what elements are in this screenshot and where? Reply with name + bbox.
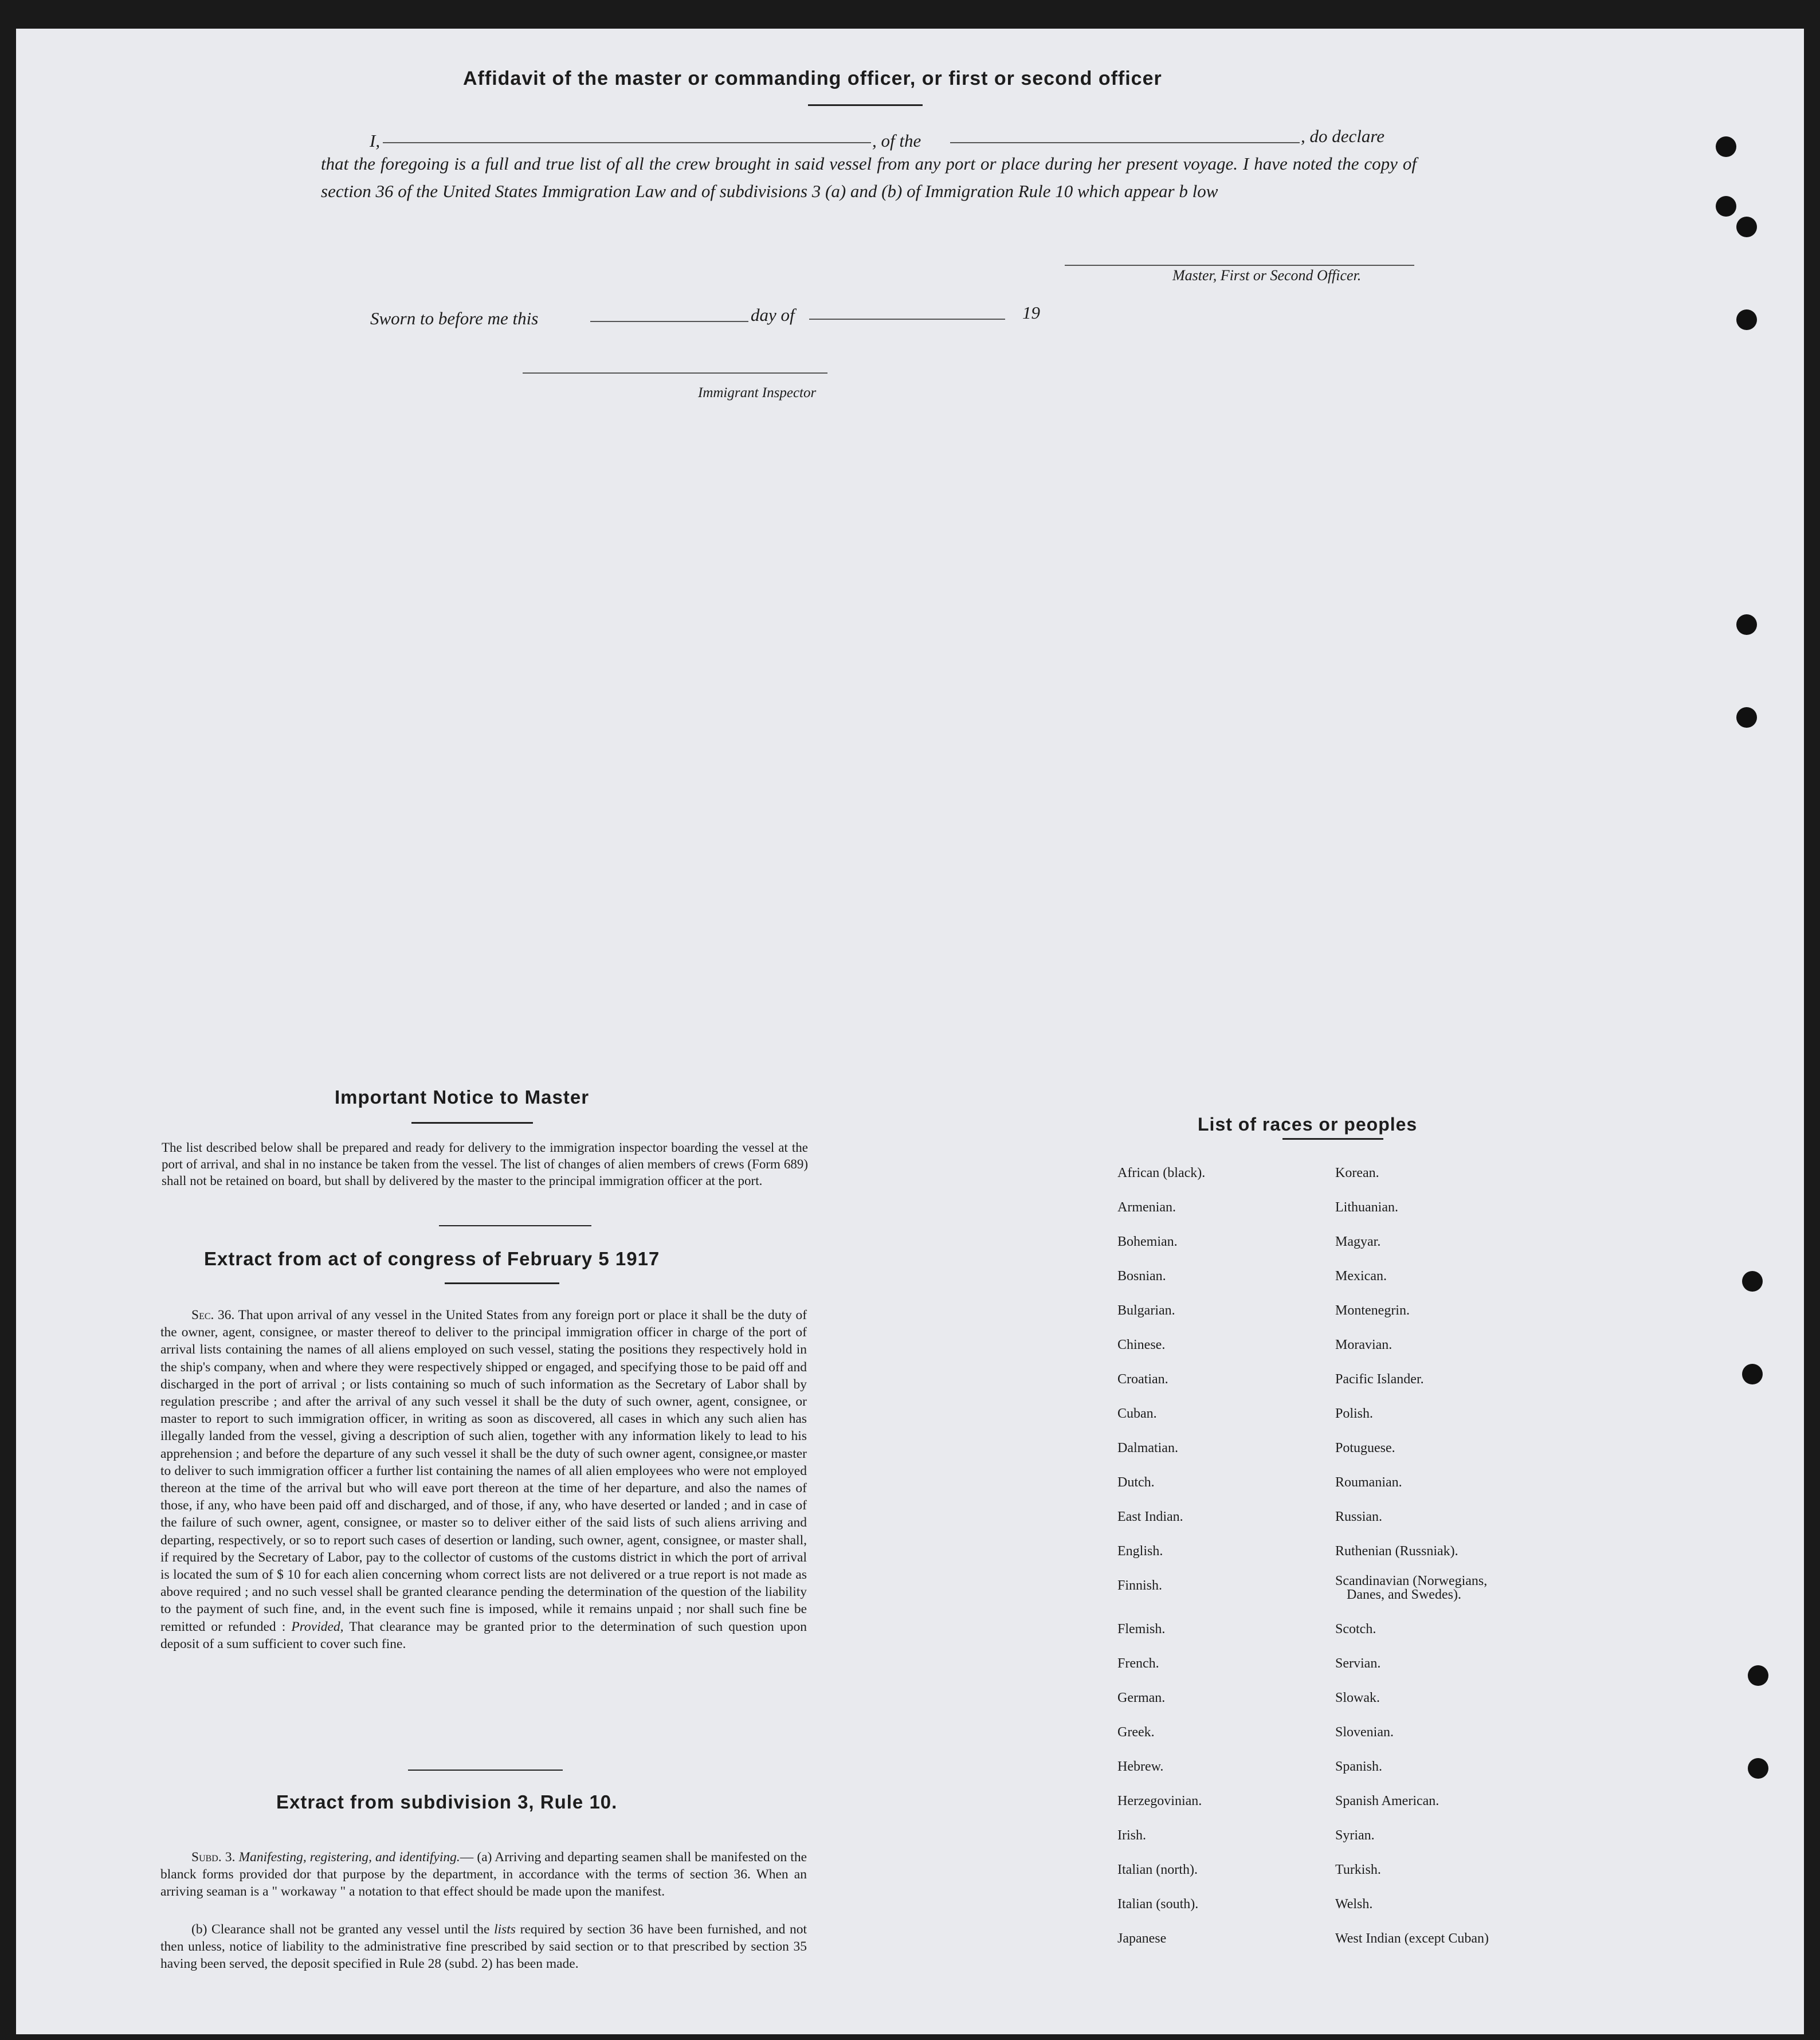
race-right-item: Moravian. <box>1335 1337 1393 1352</box>
race-right-item: Potuguese. <box>1335 1441 1395 1456</box>
race-left-item: Bosnian. <box>1117 1269 1166 1284</box>
race-right-item: Slovenian. <box>1335 1725 1394 1740</box>
race-left-item: Bohemian. <box>1117 1234 1178 1249</box>
act-section-text <box>160 1307 807 1653</box>
affidavit-declare-label: , do declare <box>1301 126 1385 146</box>
race-left-item: East Indian. <box>1117 1509 1183 1524</box>
notice-text: The list described below shall be prepared and ready for delivery to the immigration inspector boarding the vessel at the port of arrival, and shal in no instance be taken from the vessel. The list of changes of alien members of crews (Form 689) shall not be retained on board, but shall by delivered by the master to the principal immigration officer at the port. <box>162 1140 808 1188</box>
race-right-item: Roumanian. <box>1335 1475 1402 1490</box>
race-right-item: Polish. <box>1335 1406 1374 1421</box>
affidavit-text: that the foregoing is a full and true list of all the crew brought in said vessel from any port or place during her present voyage. I have noted the copy of section 36 of the United States Immigration Law and of subdivisions 3 (a) and (b) of Immigration Rule 10 which appear b low <box>321 154 1417 201</box>
race-left-item: Japanese <box>1117 1931 1167 1946</box>
race-right-item: Pacific Islander. <box>1335 1372 1424 1387</box>
race-right-item: Mexican. <box>1335 1269 1387 1284</box>
punch-hole <box>1748 1758 1768 1779</box>
rule-title: Extract from subdivision 3, Rule 10. <box>276 1791 618 1813</box>
master-signature-field[interactable] <box>1065 265 1414 266</box>
punch-hole <box>1736 707 1757 728</box>
race-right-item: Spanish American. <box>1335 1794 1439 1808</box>
race-right-item: Turkish. <box>1335 1862 1381 1877</box>
affidavit-i-label: I, <box>370 131 381 151</box>
year-label: 19 <box>1022 303 1040 323</box>
punch-hole <box>1748 1665 1768 1686</box>
rule-subd-label: Subd. 3. <box>191 1850 236 1865</box>
race-left-item: African (black). <box>1117 1166 1206 1180</box>
race-left-item: Greek. <box>1117 1725 1155 1740</box>
inspector-signature-field[interactable] <box>523 372 827 374</box>
race-right-item: Russian. <box>1335 1509 1383 1524</box>
races-title: List of races or peoples <box>1198 1114 1418 1135</box>
race-left-item: Irish. <box>1117 1828 1146 1843</box>
punch-hole <box>1736 217 1757 237</box>
act-title-rule <box>445 1282 559 1284</box>
races-title-rule <box>1282 1138 1383 1140</box>
race-left-item: Hebrew. <box>1117 1759 1164 1774</box>
race-left-item: Dutch. <box>1117 1475 1155 1490</box>
race-right-item: West Indian (except Cuban) <box>1335 1931 1489 1946</box>
punch-hole <box>1736 309 1757 330</box>
race-right-item: Scandinavian (Norwegians, <box>1335 1574 1488 1588</box>
act-title: Extract from act of congress of February 5 1917 <box>204 1248 660 1269</box>
punch-hole <box>1716 196 1736 217</box>
affidavit-of-the-label: , of the <box>872 131 921 151</box>
race-right-item: Lithuanian. <box>1335 1200 1398 1215</box>
race-left-item: Chinese. <box>1117 1337 1166 1352</box>
race-right-item: Servian. <box>1335 1656 1381 1671</box>
race-left-item: Cuban. <box>1117 1406 1157 1421</box>
sworn-label: Sworn to before me this <box>370 308 539 328</box>
notice-end-rule <box>439 1225 591 1226</box>
punch-hole <box>1736 614 1757 635</box>
inspector-label: Immigrant Inspector <box>698 385 817 401</box>
race-left-item: French. <box>1117 1656 1159 1671</box>
day-of-label: day of <box>751 305 795 325</box>
race-right-item: Korean. <box>1335 1166 1379 1180</box>
race-right-item: Welsh. <box>1335 1897 1373 1912</box>
race-right-item: Slowak. <box>1335 1690 1380 1705</box>
race-left-item: German. <box>1117 1690 1166 1705</box>
affidavit-title: Affidavit of the master or commanding officer, or first or second officer <box>463 68 1162 89</box>
punch-hole <box>1742 1271 1763 1292</box>
rule-para-b-start: (b) Clearance shall not be granted any vessel until the <box>191 1922 490 1937</box>
rule-subd-b <box>160 1921 807 1973</box>
race-right-item: Syrian. <box>1335 1828 1375 1843</box>
sworn-month-field[interactable] <box>809 319 1005 320</box>
punch-hole <box>1716 136 1736 157</box>
sworn-day-field[interactable] <box>590 321 748 322</box>
act-end-rule <box>408 1770 563 1771</box>
race-right-item: Ruthenian (Russniak). <box>1335 1544 1458 1559</box>
race-left-item: English. <box>1117 1544 1163 1559</box>
act-body-end: That clearance may be granted prior to the determination of such question upon deposit of a sum sufficient to cover such fine. <box>160 1619 807 1651</box>
rule-para-a: — (a) Arriving and departing seamen shall be manifested on the blanck forms provided dor that purpose by the department, in accordance with the terms of section 36. When an arriving seaman is a " workaway " a notation to that effect should be made upon the manifest. <box>160 1850 807 1900</box>
race-left-item: Finnish. <box>1117 1578 1163 1593</box>
race-right-item: Danes, and Swedes). <box>1347 1587 1461 1602</box>
notice-title-rule <box>411 1122 533 1124</box>
document-page <box>16 29 1804 2034</box>
rule-para-b-lists: lists <box>494 1922 516 1937</box>
act-body: That upon arrival of any vessel in the United States from any foreign port or place it shall be the duty of the owner, agent, consignee, or master thereof to deliver to the principal immigration officer in charge of the port of arrival lists containing the names of all aliens employed on such vessel, stating the positions they respectively hold in the ship's company, when and where they were respectively shipped or engaged, and specifying those to be paid off and discharged in the port of arrival ; or lists containing so much of such information as the Secretary of Labor shall by regulation prescribe ; and after the arrival of any such vessel it shall be the duty of such owner, agent, consignee, or master to report to such immigration officer, in writing as soon as discovered, all cases in which any such alien has illegally landed from the vessel, giving a description of such alien, together with any information likely to lead to his apprehension ; and before the departure of any such vessel it shall be the duty of such owner agent, consignee,or master to deliver to such immigration officer a further list containing the names of all alien employees who were not employed thereon at the time of the arrival but who will eave port thereon at the time of her departure, and also the names of those, if any, who have been paid off and discharged, and of those, if any, who have deserted or landed ; and in case of the failure of such owner, agent, consignee, or master so to deliver either of the said lists of such aliens arriving and departing, respectively, or so to report such cases of desertion or landing, such owner, agent, consignee, or master shall, if required by the Secretary of Labor, pay to the collector of customs of the customs district in which the port of arrival is located the sum of $ 10 for each alien concerning whom correct lists are not delivered or a true report is not made as above required ; and no such vessel shall be granted clearance pending the determination of the question of the liability to the payment of such fine, and, in the event such fine is imposed, while it remains unpaid ; nor shall such fine be remitted or refunded : <box>160 1308 807 1634</box>
race-left-item: Armenian. <box>1117 1200 1176 1215</box>
race-left-item: Italian (south). <box>1117 1897 1199 1912</box>
punch-hole <box>1742 1364 1763 1384</box>
race-right-item: Magyar. <box>1335 1234 1381 1249</box>
race-left-item: Flemish. <box>1117 1622 1166 1637</box>
race-left-item: Italian (north). <box>1117 1862 1198 1877</box>
act-provided: Provided, <box>291 1619 344 1634</box>
race-right-item: Scotch. <box>1335 1622 1376 1637</box>
rule-subd-a <box>160 1849 807 1901</box>
signature-label: Master, First or Second Officer. <box>1172 267 1362 284</box>
affidavit-title-rule <box>808 104 923 106</box>
act-section-label: Sec. 36. <box>191 1308 235 1323</box>
race-left-item: Croatian. <box>1117 1372 1168 1387</box>
race-right-item: Spanish. <box>1335 1759 1383 1774</box>
race-left-item: Dalmatian. <box>1117 1441 1178 1456</box>
rule-para-b-end: required by section 36 have been furnished, and not then unless, notice of liability to the administrative fine prescribed by said section or to that prescribed by section 35 having been served, the deposit specified in Rule 28 (subd. 2) has been made. <box>160 1922 807 1972</box>
race-left-item: Herzegovinian. <box>1117 1794 1202 1808</box>
rule-subd-heading: Manifesting, registering, and identifying. <box>238 1850 460 1865</box>
vessel-name-field[interactable] <box>950 142 1300 143</box>
race-left-item: Bulgarian. <box>1117 1303 1175 1318</box>
master-name-field[interactable] <box>383 142 871 143</box>
race-right-item: Montenegrin. <box>1335 1303 1410 1318</box>
notice-title: Important Notice to Master <box>335 1086 590 1108</box>
